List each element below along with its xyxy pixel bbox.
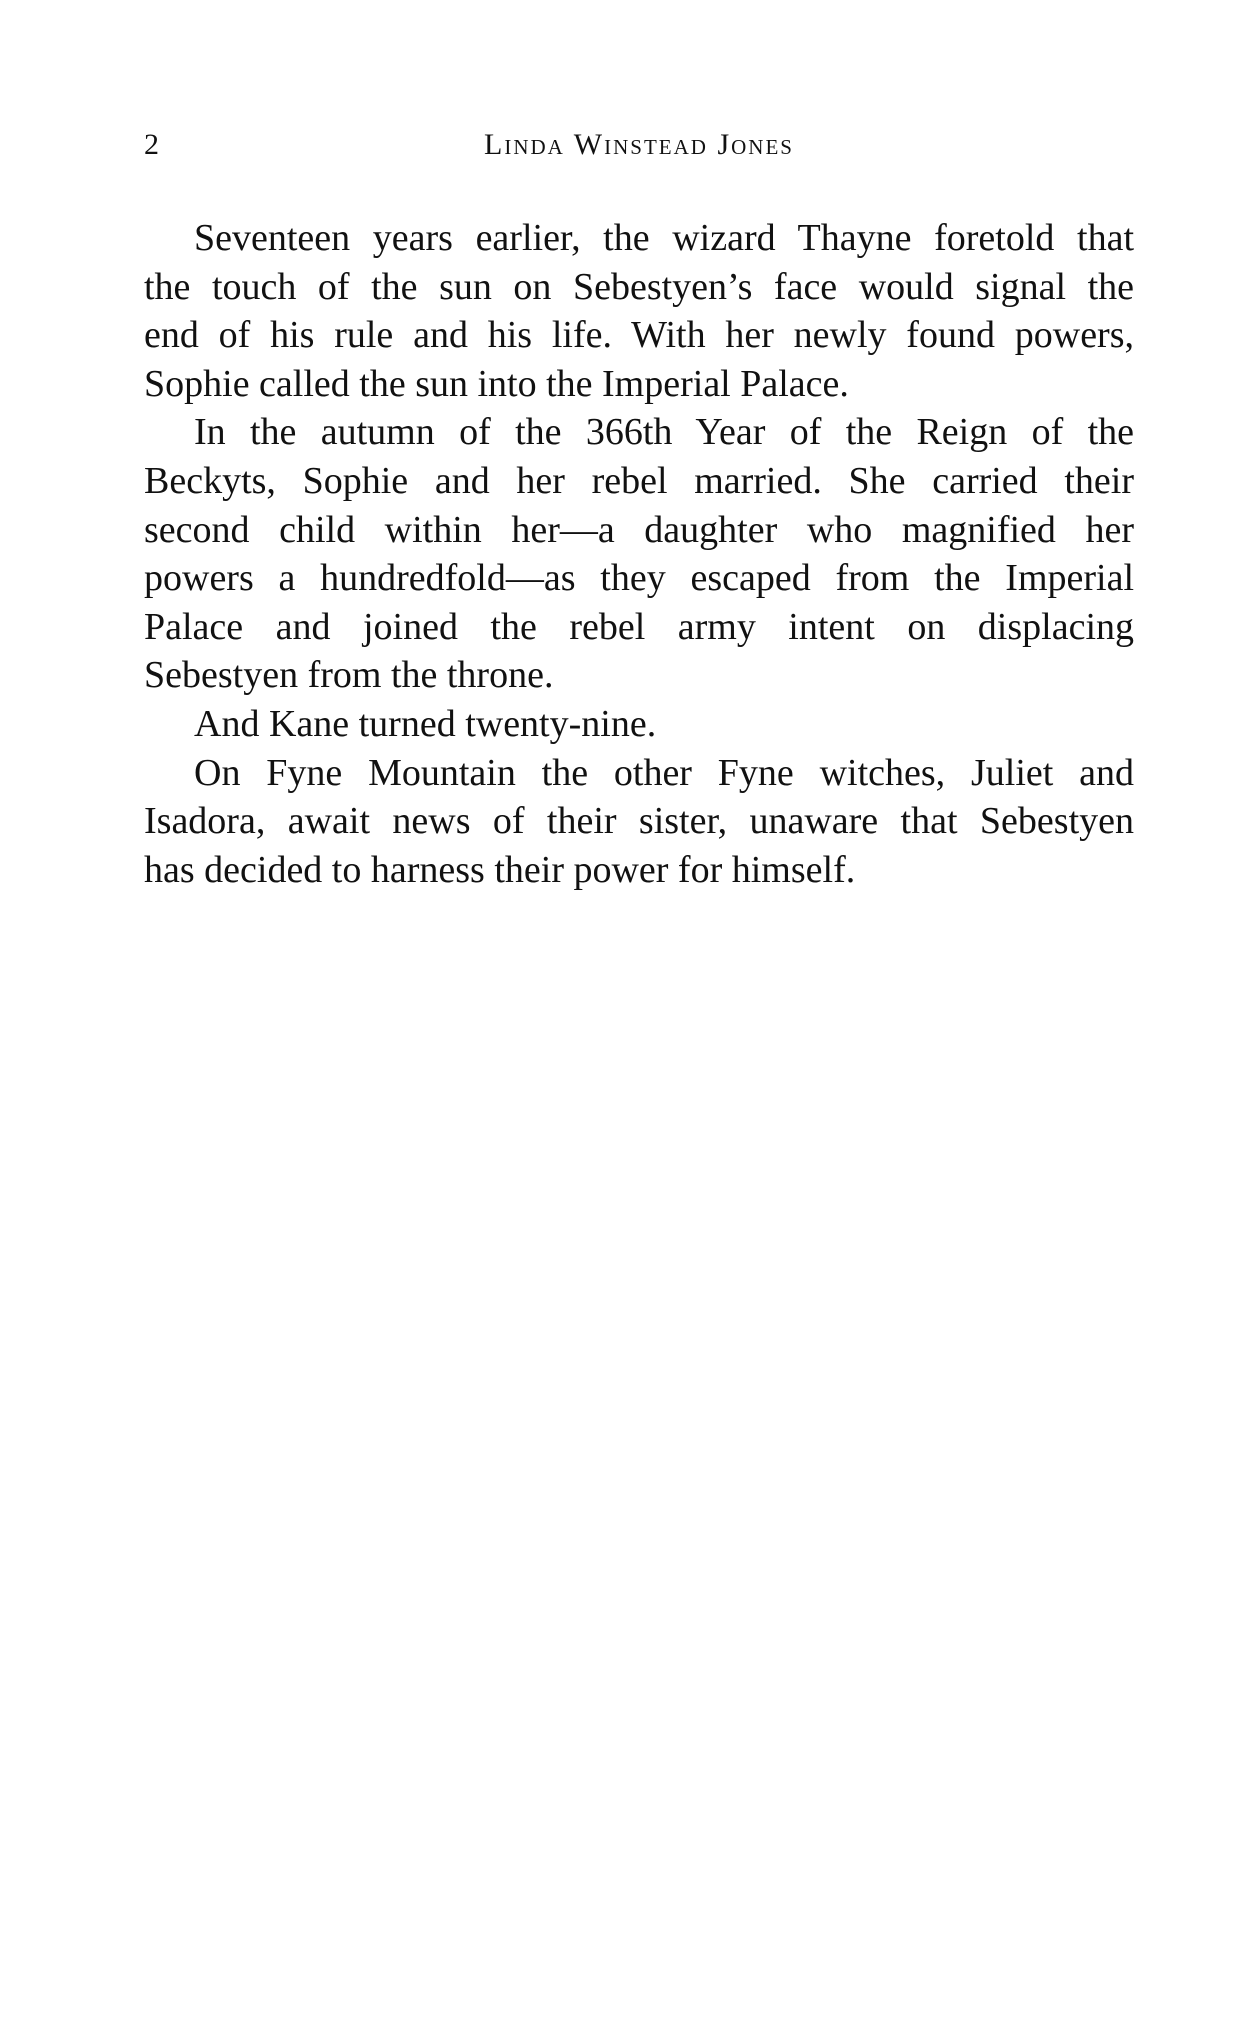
paragraph <box>144 700 1134 749</box>
paragraph <box>144 749 1134 895</box>
text-line: end of his rule and his life. With her newly found powers, <box>144 314 1134 357</box>
text-line: Sophie called the sun into the Imperial Palace. <box>144 362 849 405</box>
text-line: Seventeen years earlier, the wizard Thayne foretold that <box>194 217 1134 259</box>
text-line: has decided to harness their power for himself. <box>144 848 856 891</box>
running-head: Linda Winstead Jones <box>484 128 794 161</box>
text-line: powers a hundredfold—as they escaped from the Imperial <box>144 557 1134 600</box>
text-line: And Kane turned twenty-nine. <box>194 702 657 745</box>
text-line: In the autumn of the 366th Year of the Reign of the <box>194 411 1134 454</box>
text-line: Palace and joined the rebel army intent on displacing <box>144 605 1134 648</box>
paragraph <box>144 214 1134 408</box>
page-header <box>144 128 1134 172</box>
text-line: Isadora, await news of their sister, unaware that Sebestyen <box>144 800 1134 843</box>
text-line: the touch of the sun on Sebestyen’s face would signal the <box>144 265 1134 308</box>
text-line: Sebestyen from the throne. <box>144 654 554 697</box>
page-number: 2 <box>144 128 159 161</box>
body-text <box>144 214 1134 894</box>
paragraph <box>144 408 1134 700</box>
text-line: Beckyts, Sophie and her rebel married. She carried their <box>144 459 1134 502</box>
text-line: On Fyne Mountain the other Fyne witches, Juliet and <box>194 751 1134 794</box>
text-line: second child within her—a daughter who magnified her <box>144 508 1134 551</box>
